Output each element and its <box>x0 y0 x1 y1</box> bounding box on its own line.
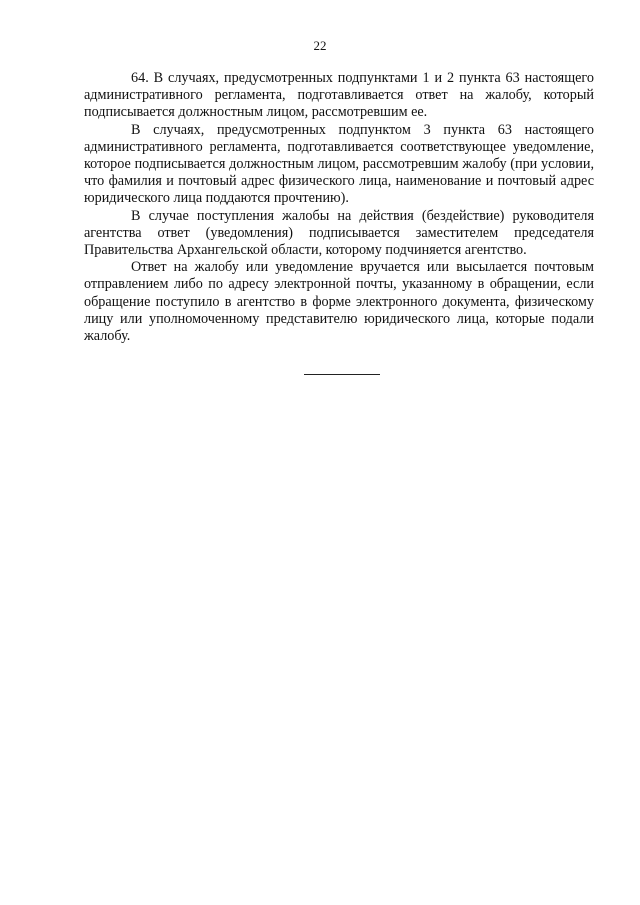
end-separator-line <box>304 374 380 375</box>
document-body <box>84 70 594 345</box>
page-number: 22 <box>313 38 327 53</box>
paragraph-delivery: Ответ на жалобу или уведомление вручается или высылается почтовым отправлением либо по адресу электронной почты, указанному в обращении, если обращение поступило в агентство в форме электронного документа, физическому лицу или уполномоченному представителю юридического лица, которые подали жалобу. <box>84 259 594 345</box>
paragraph-notification: В случаях, предусмотренных подпунктом 3 пункта 63 настоящего административного регламента, подготавливается соответствующее уведомление, которое подписывается должностным лицом, рассмотревшим жалобу (при условии, что фамилия и почтовый адрес физического лица, наименование и почтовый адрес юридического лица поддаются прочтению). <box>84 121 594 207</box>
paragraph-64: 64. В случаях, предусмотренных подпунктами 1 и 2 пункта 63 настоящего административного регламента, подготавливается ответ на жалобу, который подписывается должностным лицом, рассмотревшим ее. <box>84 70 594 121</box>
paragraph-head-complaint: В случае поступления жалобы на действия (бездействие) руководителя агентства ответ (уведомления) подписывается заместителем председателя Правительства Архангельской области, которому подчиняется агентство. <box>84 207 594 259</box>
